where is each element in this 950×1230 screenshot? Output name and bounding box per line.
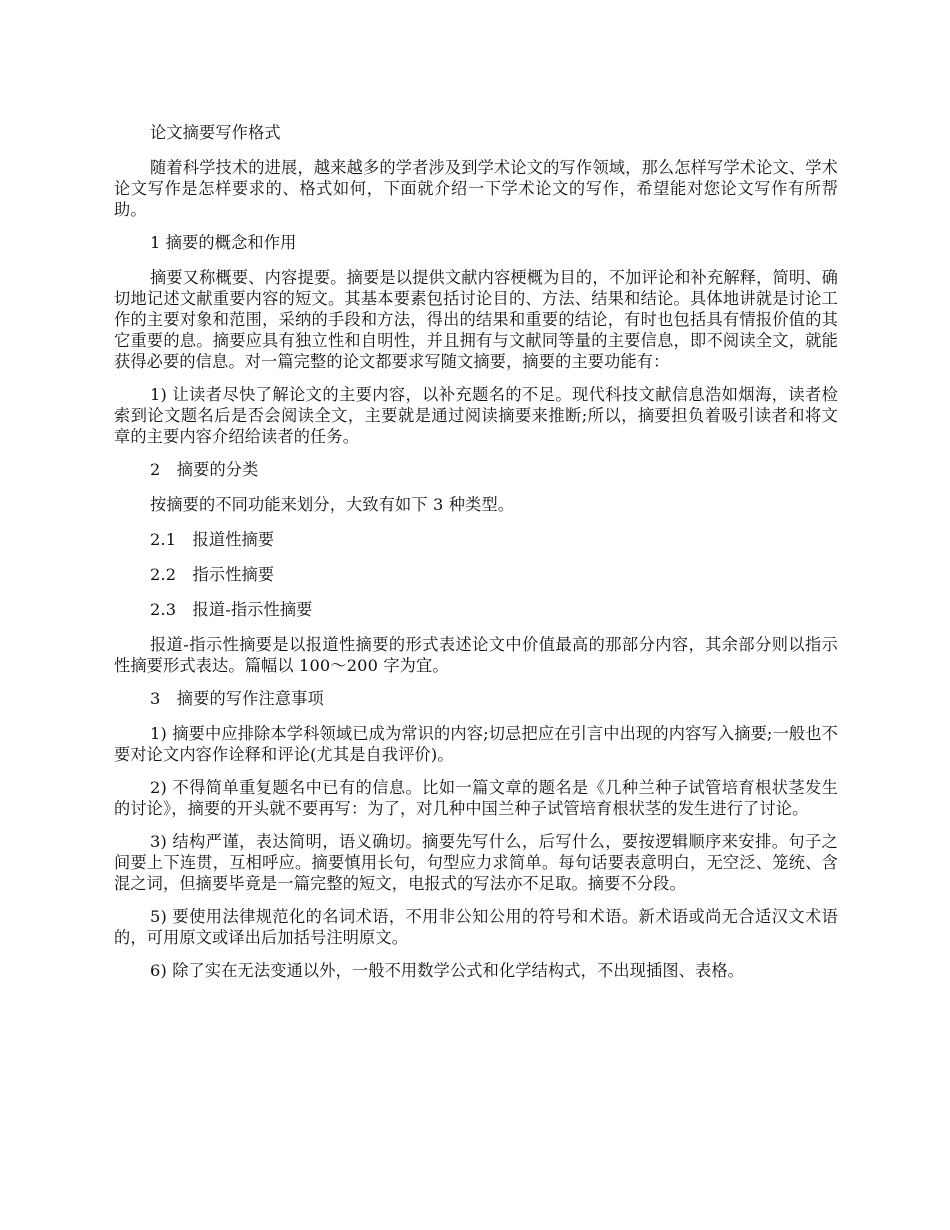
paragraph-definition: 摘要又称概要、内容提要。摘要是以提供文献内容梗概为目的，不加评论和补充解释，简明、确切地记述文献重要内容的短文。其基本要素包括讨论目的、方法、结果和结论。具体地讲就是讨论工作的主要对象和范围，采纳的手段和方法，得出的结果和重要的结论，有时也包括具有情报价值的其它重要的息。摘要应具有独立性和自明性，并且拥有与文献同等量的主要信息，即不阅读全文，就能获得必要的信息。对一篇完整的论文都要求写随文摘要，摘要的主要功能有： <box>114 268 838 371</box>
subsection-heading-2-1: 2.1 报道性摘要 <box>150 530 275 549</box>
section-heading-3: 3 摘要的写作注意事项 <box>150 689 324 708</box>
paragraph-note-1: 1) 摘要中应排除本学科领域已成为常识的内容;切忌把应在引言中出现的内容写入摘要;一般也不要对论文内容作诠释和评论(尤其是自我评价)。 <box>114 724 838 764</box>
paragraph-note-5: 5) 要使用法律规范化的名词术语，不用非公知公用的符号和术语。新术语或尚无合适汉文术语的，可用原文或译出后加括号注明原文。 <box>114 907 838 947</box>
section-heading-2: 2 摘要的分类 <box>150 460 259 479</box>
paragraph-note-2: 2) 不得简单重复题名中已有的信息。比如一篇文章的题名是《几种兰种子试管培育根状茎发生的讨论》，摘要的开头就不要再写：为了，对几种中国兰种子试管培育根状茎的发生进行了讨论。 <box>114 778 838 818</box>
paragraph-report-indicative: 报道-指示性摘要是以报道性摘要的形式表述论文中价值最高的那部分内容，其余部分则以指示性摘要形式表达。篇幅以 100～200 字为宜。 <box>114 635 838 675</box>
paragraph-function-1: 1) 让读者尽快了解论文的主要内容，以补充题名的不足。现代科技文献信息浩如烟海，读者检索到论文题名后是否会阅读全文，主要就是通过阅读摘要来推断;所以，摘要担负着吸引读者和将文章的主要内容介绍给读者的任务。 <box>114 385 838 446</box>
section-heading-1: 1 摘要的概念和作用 <box>150 233 297 252</box>
document-page <box>114 122 838 993</box>
subsection-heading-2-2: 2.2 指示性摘要 <box>150 565 275 584</box>
subsection-heading-2-3: 2.3 报道-指示性摘要 <box>150 600 313 619</box>
paragraph-types: 按摘要的不同功能来划分，大致有如下 3 种类型。 <box>150 495 515 514</box>
paragraph-note-3: 3) 结构严谨，表达简明，语义确切。摘要先写什么，后写什么，要按逻辑顺序来安排。句子之间要上下连贯，互相呼应。摘要慎用长句，句型应力求简单。每句话要表意明白，无空泛、笼统、含混之词，但摘要毕竟是一篇完整的短文，电报式的写法亦不足取。摘要不分段。 <box>114 832 838 893</box>
paragraph-intro: 随着科学技术的进展，越来越多的学者涉及到学术论文的写作领域，那么怎样写学术论文、学术论文写作是怎样要求的、格式如何，下面就介绍一下学术论文的写作，希望能对您论文写作有所帮助。 <box>114 158 838 219</box>
paragraph-note-6: 6) 除了实在无法变通以外，一般不用数学公式和化学结构式，不出现插图、表格。 <box>150 961 745 980</box>
document-title: 论文摘要写作格式 <box>150 123 281 142</box>
